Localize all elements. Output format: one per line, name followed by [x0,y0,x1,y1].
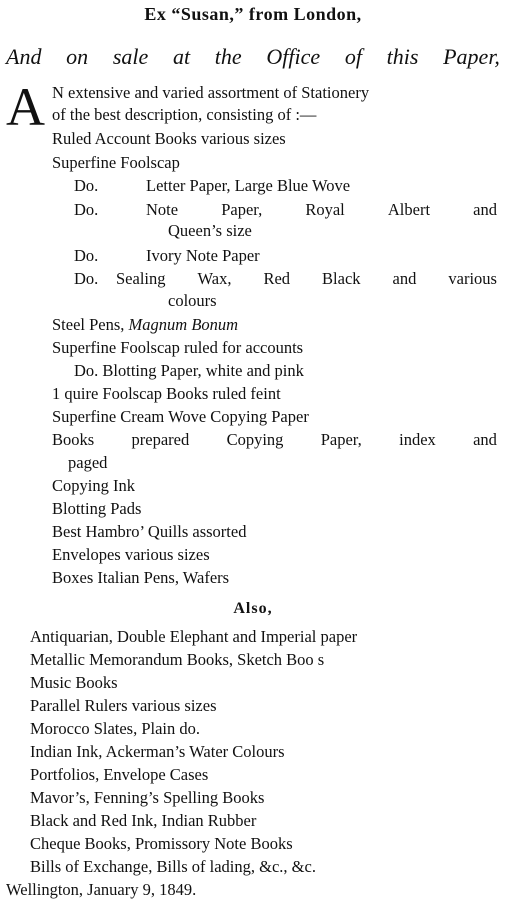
item-word: Sealing [116,269,166,288]
also-item: Metallic Memorandum Books, Sketch Boo s [30,650,325,669]
sale-word: on [66,44,89,69]
list-item [116,268,497,290]
list-item-continuation: colours [168,291,217,310]
list-item: 1 quire Foolscap Books ruled feint [52,384,281,403]
also-item: Antiquarian, Double Elephant and Imperial paper [30,627,358,646]
item-word: Black [322,269,361,288]
list-item [146,199,497,221]
ditto-mark: Do. [74,200,99,219]
drop-cap: A [6,77,45,137]
item-word: Albert [387,200,431,219]
item-word: and [473,200,497,219]
list-item: Ivory Note Paper [146,246,260,265]
sale-word: sale [112,44,149,69]
item-word: Note [146,200,179,219]
item-brand: Magnum Bonum [128,315,239,334]
list-item: Ruled Account Books various sizes [52,129,286,148]
dateline: Wellington, January 9, 1849. [6,880,197,899]
also-item: Parallel Rulers various sizes [30,696,217,715]
intro-line-1: N extensive and varied assortment of Stationery [52,83,370,102]
item-word: various [448,269,497,288]
ditto-mark: Do. [74,176,99,195]
list-item: Blotting Pads [52,499,142,518]
also-heading: Also, [233,600,273,617]
item-word: Royal [305,200,345,219]
item-word: Paper, [320,430,362,449]
list-item-continuation: paged [68,453,108,472]
sale-word: at [172,44,191,69]
ship-headline: Ex “Susan,” from London, [144,4,362,24]
list-item [52,429,497,451]
also-item: Black and Red Ink, Indian Rubber [30,811,257,830]
also-item: Indian Ink, Ackerman’s Water Colours [30,742,285,761]
sale-word: Paper, [443,44,500,69]
sale-subheadline [6,44,500,70]
also-item: Mavor’s, Fenning’s Spelling Books [30,788,265,807]
item-word: index [399,430,436,449]
item-word: and [473,430,497,449]
list-item: Superfine Cream Wove Copying Paper [52,407,309,426]
list-item: Envelopes various sizes [52,545,210,564]
also-item: Bills of Exchange, Bills of lading, &c., &c. [30,857,316,876]
also-item: Morocco Slates, Plain do. [30,719,201,738]
list-item: Boxes Italian Pens, Wafers [52,568,230,587]
also-item: Portfolios, Envelope Cases [30,765,209,784]
item-word: and [392,269,417,288]
item-word: prepared [131,430,190,449]
sale-word: And [6,44,42,69]
also-item: Cheque Books, Promissory Note Books [30,834,293,853]
item-word: Books [52,430,95,449]
sale-word: of [344,44,362,69]
ditto-mark: Do. [74,269,99,288]
sale-word: this [386,44,419,69]
list-item [52,314,238,336]
item-word: Wax, [197,269,232,288]
list-item-continuation: Queen’s size [168,221,252,240]
list-item: Do. Blotting Paper, white and pink [74,361,304,380]
sale-word: Office [266,44,321,69]
list-item: Best Hambro’ Quills assorted [52,522,247,541]
list-item: Letter Paper, Large Blue Wove [146,176,351,195]
list-item: Superfine Foolscap ruled for accounts [52,338,304,357]
item-word: Paper, [221,200,263,219]
item-word: Red [263,269,291,288]
sale-word: the [214,44,242,69]
item-text: Steel Pens, [52,315,125,334]
list-item: Copying Ink [52,476,135,495]
item-word: Copying [226,430,284,449]
ditto-mark: Do. [74,246,99,265]
also-item: Music Books [30,673,118,692]
list-item: Superfine Foolscap [52,153,180,172]
intro-line-2: of the best description, consisting of :— [52,105,317,124]
